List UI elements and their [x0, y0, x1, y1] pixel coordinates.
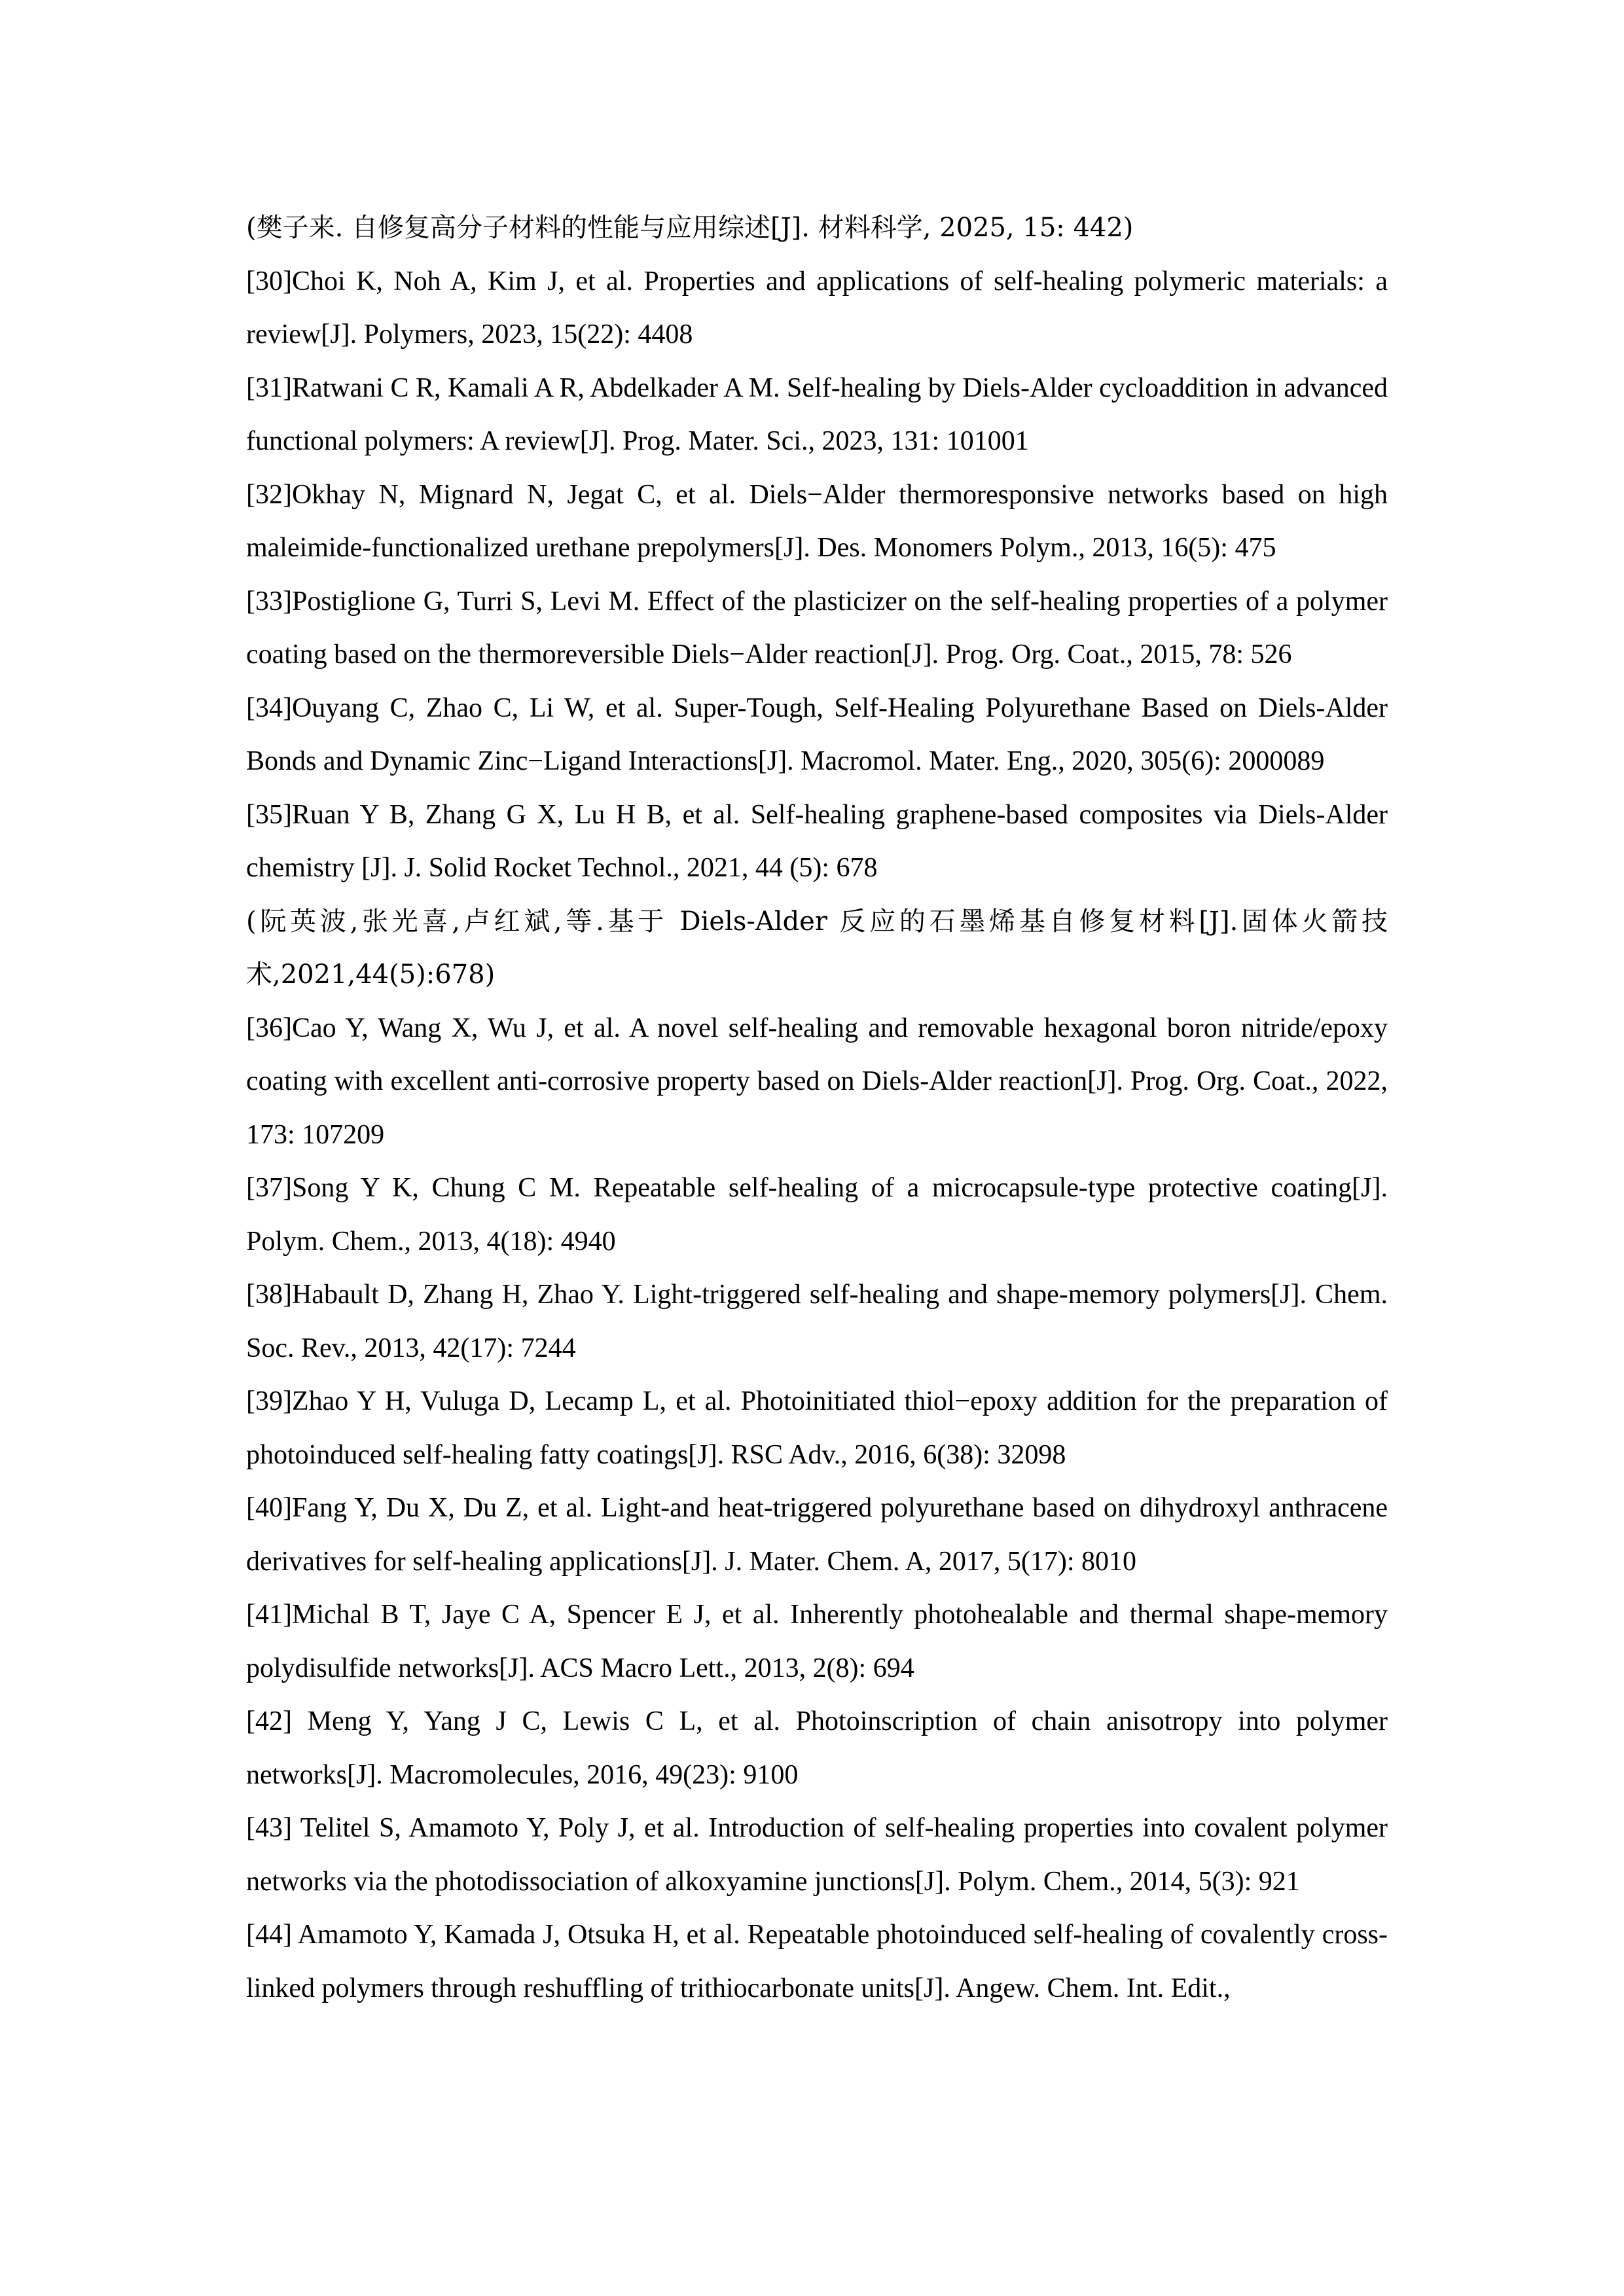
- reference-entry-35: [35]Ruan Y B, Zhang G X, Lu H B, et al. Self-healing graphene-based composites via Diels-Alder chemistry [J]. J. Solid Rocket Technol., 2021, 44 (5): 678: [246, 799, 1388, 883]
- reference-entry-37: [37]Song Y K, Chung C M. Repeatable self-healing of a microcapsule-type protective coating[J]. Polym. Chem., 2013, 4(18): 4940: [246, 1173, 1388, 1257]
- reference-entry-38: [38]Habault D, Zhang H, Zhao Y. Light-triggered self-healing and shape-memory polymers[J]. Chem. Soc. Rev., 2013, 42(17): 7244: [246, 1280, 1388, 1363]
- reference-entry-31: [31]Ratwani C R, Kamali A R, Abdelkader A M. Self-healing by Diels-Alder cycloaddition in advanced functional polymers: A review[J]. Prog. Mater. Sci., 2023, 131: 101001: [246, 372, 1388, 456]
- reference-entry-42: [42] Meng Y, Yang J C, Lewis C L, et al. Photoinscription of chain anisotropy into polymer networks[J]. Macromolecules, 2016, 49(23): 9100: [246, 1706, 1388, 1790]
- reference-entry-32: [32]Okhay N, Mignard N, Jegat C, et al. Diels−Alder thermoresponsive networks based on high maleimide-functionalized urethane prepolymers[J]. Des. Monomers Polym., 2013, 16(5): 475: [246, 479, 1388, 563]
- reference-entry-40: [40]Fang Y, Du X, Du Z, et al. Light-and heat-triggered polyurethane based on dihydroxyl anthracene derivatives for self-healing applications[J]. J. Mater. Chem. A, 2017, 5(17): 8010: [246, 1493, 1388, 1577]
- reference-entry-30: [30]Choi K, Noh A, Kim J, et al. Properties and applications of self-healing polymeric materials: a review[J]. Polymers, 2023, 15(22): 4408: [246, 266, 1388, 350]
- reference-entry-34: [34]Ouyang C, Zhao C, Li W, et al. Super-Tough, Self-Healing Polyurethane Based on Diels-Alder Bonds and Dynamic Zinc−Ligand Interactions[J]. Macromol. Mater. Eng., 2020, 305(6): 2000089: [246, 692, 1388, 776]
- reference-entry-36: [36]Cao Y, Wang X, Wu J, et al. A novel self-healing and removable hexagonal boron nitride/epoxy coating with excellent anti-corrosive property based on Diels-Alder reaction[J]. Prog. Org. Coat., 2022, 173: 107209: [246, 1013, 1388, 1150]
- reference-entry-41: [41]Michal B T, Jaye C A, Spencer E J, et al. Inherently photohealable and thermal shape-memory polydisulfide networks[J]. ACS Macro Lett., 2013, 2(8): 694: [246, 1600, 1388, 1683]
- reference-entry-cn29: (樊子来. 自修复高分子材料的性能与应用综述[J]. 材料科学, 2025, 15: 442): [246, 213, 1134, 243]
- reference-entry-43: [43] Telitel S, Amamoto Y, Poly J, et al. Introduction of self-healing properties into covalent polymer networks via the photodissociation of alkoxyamine junctions[J]. Polym. Chem., 2014, 5(3): 921: [246, 1813, 1388, 1897]
- reference-entry-cn35: (阮英波,张光喜,卢红斌,等.基于 Diels-Alder 反应的石墨烯基自修复材料[J].固体火箭技术,2021,44(5):678): [246, 906, 1388, 990]
- reference-entry-33: [33]Postiglione G, Turri S, Levi M. Effect of the plasticizer on the self-healing properties of a polymer coating based on the thermoreversible Diels−Alder reaction[J]. Prog. Org. Coat., 2015, 78: 526: [246, 586, 1388, 670]
- reference-list: [246, 202, 1388, 2015]
- reference-entry-44: [44] Amamoto Y, Kamada J, Otsuka H, et al. Repeatable photoinduced self-healing of covalently cross-linked polymers through reshuffling of trithiocarbonate units[J]. Angew. Chem. Int. Edit.,: [246, 1920, 1388, 2003]
- reference-entry-39: [39]Zhao Y H, Vuluga D, Lecamp L, et al. Photoinitiated thiol−epoxy addition for the preparation of photoinduced self-healing fatty coatings[J]. RSC Adv., 2016, 6(38): 32098: [246, 1386, 1388, 1470]
